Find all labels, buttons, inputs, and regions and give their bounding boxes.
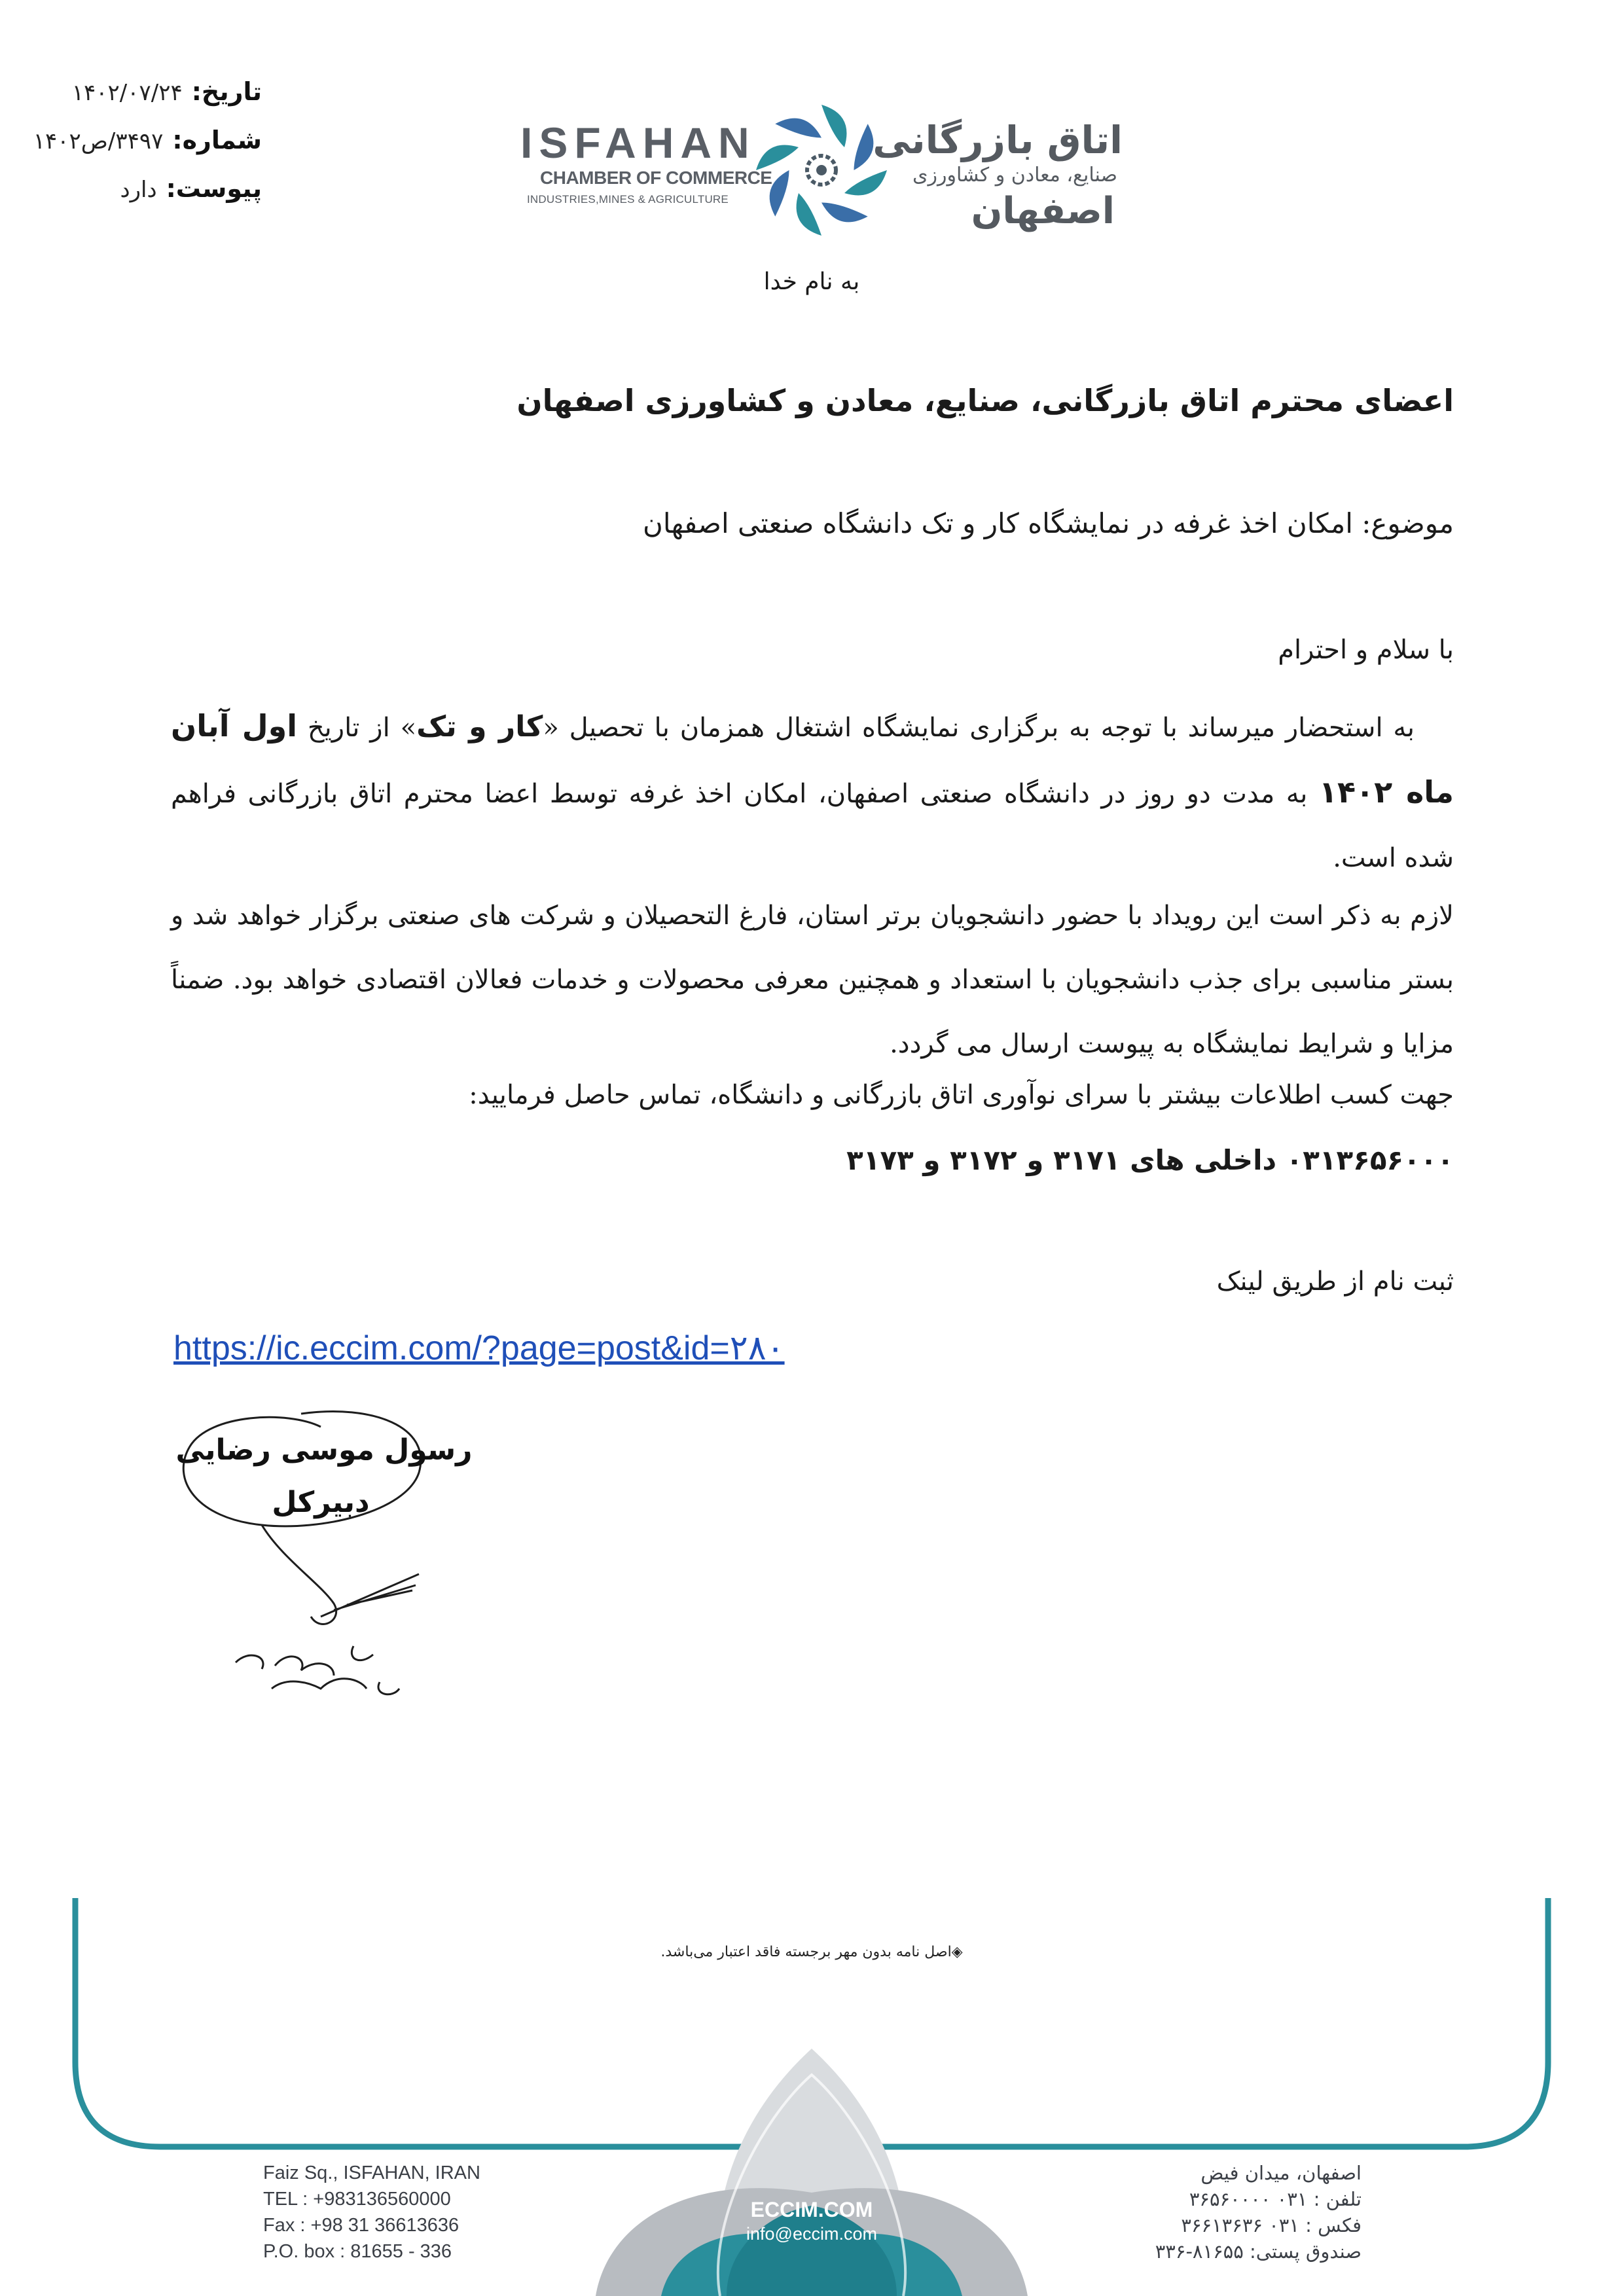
paragraph-contact: جهت کسب اطلاعات بیشتر با سرای نوآوری اتاق بازرگانی و دانشگاه، تماس حاصل فرمایید: [469, 1080, 1454, 1110]
footer-web[interactable]: ECCIM.COM [750, 2198, 873, 2221]
bismillah: به نام خدا [763, 268, 860, 295]
signer-name: رسول موسی رضایی [175, 1433, 473, 1467]
date-label: تاریخ: [191, 77, 262, 106]
footer-lotus-icon [511, 2029, 1113, 2296]
date-value: ۱۴۰۲/۰۷/۲۴ [71, 80, 183, 106]
registration-link[interactable]: https://ic.eccim.com/?page=post&id=۲۸۰ [173, 1329, 785, 1367]
attachment-value: دارد [120, 177, 157, 203]
footer-address-en: Faiz Sq., ISFAHAN, IRAN [263, 2162, 480, 2183]
greeting: با سلام و احترام [1278, 635, 1454, 665]
diamond-icon: ◈ [951, 1944, 963, 1960]
footer-contact-en [263, 2160, 480, 2265]
register-text: ثبت نام از طریق لینک [1216, 1266, 1454, 1297]
footer-tel-en: TEL : +983136560000 [263, 2189, 451, 2210]
attachment-row [26, 174, 262, 203]
logo-fa-chamber: اتاق بازرگانی [873, 118, 1123, 162]
p1-text-b: » از تاریخ [297, 713, 417, 743]
date-row [26, 77, 262, 106]
attachment-label: پیوست: [166, 174, 262, 203]
logo-en-isfahan: ISFAHAN [520, 118, 756, 167]
footer-fax-fa: فکس : ۰۳۱ ۳۶۶۱۳۶۳۶ [1181, 2214, 1362, 2236]
footer-pobox-fa: صندوق پستی: ۸۱۶۵۵-۳۳۶ [1155, 2240, 1362, 2263]
footer-pobox-en: P.O. box : 81655 - 336 [263, 2241, 452, 2262]
paragraph-exhibition [171, 694, 1454, 890]
notice-text: اصل نامه بدون مهر برجسته فاقد اعتبار می‌باشد. [660, 1944, 952, 1960]
footer-address-fa: اصفهان، میدان فیض [1200, 2162, 1362, 2184]
logo-en-chamber: CHAMBER OF COMMERCE [540, 168, 772, 188]
phone-numbers: ۰۳۱۳۶۵۶۰۰۰ داخلی های ۳۱۷۱ و ۳۱۷۲ و ۳۱۷۳ [846, 1144, 1454, 1176]
logo-fa-sectors: صنایع، معادن و کشاورزی [912, 164, 1117, 187]
number-row [26, 126, 262, 154]
p1-text-c: به مدت دو روز در دانشگاه صنعتی اصفهان، امکان اخذ غرفه توسط اعضا محترم اتاق بازرگانی فراهم شده است. [171, 779, 1454, 873]
footer-fax-en: Fax : +98 31 36613636 [263, 2215, 460, 2236]
p1-bold-event: کار و تک [416, 710, 543, 744]
footer-contact-fa [1060, 2160, 1362, 2265]
subject: موضوع: امکان اخذ غرفه در نمایشگاه کار و تک دانشگاه صنعتی اصفهان [643, 507, 1454, 539]
number-value: ۳۴۹۷/ص۱۴۰۲ [33, 128, 164, 154]
logo-fa-isfahan: اصفهان [971, 190, 1115, 232]
p1-bold-date: اول آبان ماه ۱۴۰۲ [171, 708, 1454, 810]
footer-tel-fa: تلفن : ۰۳۱ ۳۶۵۶۰۰۰۰ [1189, 2188, 1362, 2210]
p1-text-a: به استحضار میرساند با توجه به برگزاری نمایشگاه اشتغال همزمان با تحصیل « [543, 713, 1415, 743]
footer-email[interactable]: info@eccim.com [746, 2224, 877, 2244]
validity-notice [641, 1944, 982, 1960]
signer-title: دبیرکل [272, 1486, 370, 1519]
logo [520, 98, 1123, 242]
addressee: اعضای محترم اتاق بازرگانی، صنایع، معادن و کشاورزی اصفهان [516, 383, 1454, 418]
paragraph-details: لازم به ذکر است این رویداد با حضور دانشجویان برتر استان، فارغ التحصیلان و شرکت های صنعتی برگزار خواهد شد و بستر مناسبی برای جذب دانشجویان با استعداد و همچنین معرفی محصولات و خدمات فعالان اقتصادی خواهد بود. ضمناً مزایا و شرایط نمایشگاه به پیوست ارسال می گردد. [171, 901, 1454, 1059]
logo-en-industries: INDUSTRIES,MINES & AGRICULTURE [527, 193, 729, 206]
number-label: شماره: [172, 126, 262, 154]
